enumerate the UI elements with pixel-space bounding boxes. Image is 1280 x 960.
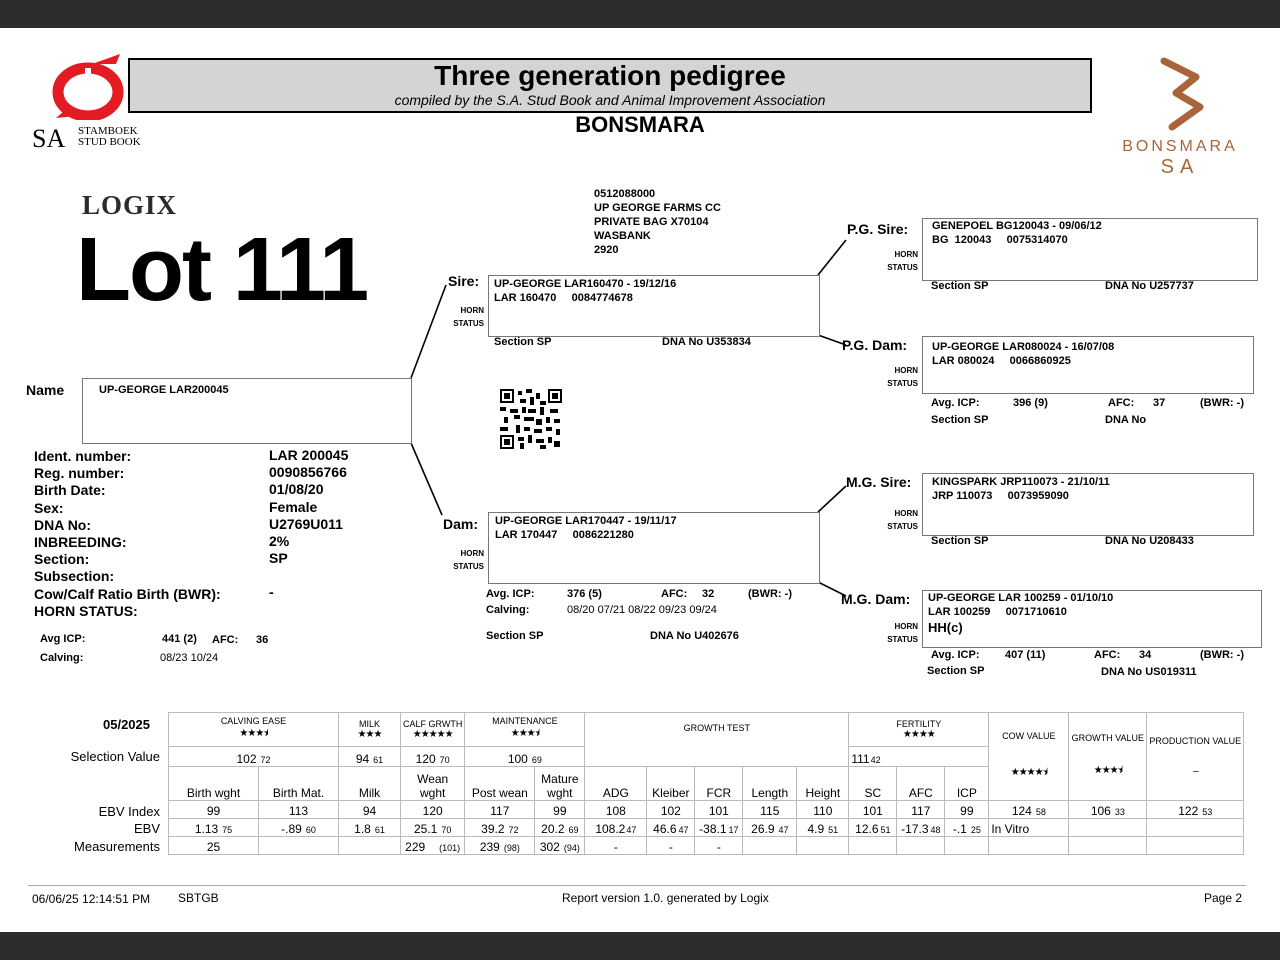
pg-dam-dna: DNA No bbox=[1105, 414, 1147, 426]
mg-sire-dna: DNA No U208433 bbox=[1105, 535, 1194, 547]
index-cell: 102 bbox=[647, 801, 695, 819]
sire-line1: UP-GEORGE LAR160470 - 19/12/16 bbox=[494, 278, 677, 290]
meas-cell bbox=[339, 837, 401, 855]
row-label-selection: Selection Value bbox=[70, 749, 160, 764]
pg-sire-dna: DNA No U257737 bbox=[1105, 280, 1194, 292]
owner-name: UP GEORGE FARMS CC bbox=[594, 202, 721, 214]
sel-calf-growth: 120 70 bbox=[401, 747, 465, 767]
animal-calving: 08/23 10/24 bbox=[160, 652, 219, 664]
dam-label: Dam: bbox=[443, 516, 479, 532]
pg-dam-avg-icp-label: Avg. ICP: bbox=[931, 397, 980, 409]
mg-dam-box bbox=[922, 590, 1262, 648]
ebv-cell: 1.13 75 bbox=[169, 819, 259, 837]
group-calving-ease: CALVING EASE ★★★⯨ bbox=[169, 713, 339, 747]
ebv-cell: 46.6 47 bbox=[647, 819, 695, 837]
mg-sire-horn-status: HORN STATUS bbox=[887, 509, 918, 531]
line-to-pg-sire bbox=[818, 240, 846, 275]
studbook-letters: SA bbox=[32, 124, 66, 153]
index-cell: 108 bbox=[585, 801, 647, 819]
line-to-sire bbox=[411, 285, 446, 378]
mg-dam-avg-icp-label: Avg. ICP: bbox=[931, 649, 980, 661]
studbook-text-2: STUD BOOK bbox=[78, 136, 141, 148]
section-value: SP bbox=[269, 550, 288, 567]
maintenance-stars: ★★★⯨ bbox=[510, 728, 539, 739]
meas-cell bbox=[743, 837, 797, 855]
ebv-cell: -38.1 17 bbox=[695, 819, 743, 837]
dam-afc-label: AFC: bbox=[661, 588, 688, 600]
col-header: SC bbox=[849, 767, 897, 801]
group-growth-value: GROWTH VALUE ★★★⯨ bbox=[1069, 713, 1147, 801]
growth-value-stars: ★★★⯨ bbox=[1093, 765, 1122, 776]
ebv-empty bbox=[1069, 819, 1147, 837]
ebv-cell: 108.247 bbox=[585, 819, 647, 837]
page-title: Three generation pedigree bbox=[434, 60, 786, 91]
meas-cell bbox=[259, 837, 339, 855]
dam-calving-label: Calving: bbox=[486, 604, 530, 616]
index-cell: 120 bbox=[401, 801, 465, 819]
pg-dam-label: P.G. Dam: bbox=[842, 337, 908, 353]
ebv-note: In Vitro bbox=[989, 819, 1069, 837]
meas-cell: 302 (94) bbox=[535, 837, 585, 855]
meas-cell: - bbox=[695, 837, 743, 855]
subsection-value bbox=[269, 567, 348, 584]
reg-label: Reg. number: bbox=[34, 465, 125, 482]
lot-number: Lot 111 bbox=[76, 220, 368, 320]
col-header: Post wean bbox=[465, 767, 535, 801]
dam-section: Section SP bbox=[486, 630, 544, 642]
production-value-index: 122 53 bbox=[1147, 801, 1244, 819]
pg-sire-section: Section SP bbox=[931, 280, 989, 292]
footer-rule bbox=[28, 885, 1246, 886]
calving-ease-stars: ★★★⯨ bbox=[239, 728, 268, 739]
pg-sire-box bbox=[922, 218, 1258, 281]
index-cell: 101 bbox=[849, 801, 897, 819]
group-production-value: PRODUCTION VALUE – bbox=[1147, 713, 1244, 801]
ebv-cell: 25.1 70 bbox=[401, 819, 465, 837]
cow-value-stars: ★★★★⯨ bbox=[1010, 767, 1047, 778]
col-header: ADG bbox=[585, 767, 647, 801]
production-value-stars: – bbox=[1192, 766, 1198, 777]
reg-value: 0090856766 bbox=[269, 464, 347, 481]
animal-calving-label: Calving: bbox=[40, 652, 84, 664]
owner-address1: PRIVATE BAG X70104 bbox=[594, 216, 709, 228]
mg-sire-line2: JRP 110073 0073959090 bbox=[932, 490, 1069, 502]
ebv-empty bbox=[1147, 819, 1244, 837]
animal-avg-icp-label: Avg ICP: bbox=[40, 633, 86, 645]
owner-postcode: 2920 bbox=[594, 244, 619, 256]
mg-sire-details bbox=[932, 475, 1110, 503]
row-label-measurements: Measurements bbox=[74, 839, 160, 854]
col-header: Wean wght bbox=[401, 767, 465, 801]
animal-field-labels bbox=[34, 448, 221, 620]
meas-cell bbox=[945, 837, 989, 855]
ebv-cell: -.1 25 bbox=[945, 819, 989, 837]
meas-cell bbox=[1147, 837, 1244, 855]
pg-sire-line1: GENEPOEL BG120043 - 09/06/12 bbox=[932, 220, 1102, 232]
mg-dam-afc-label: AFC: bbox=[1094, 649, 1121, 661]
dam-box bbox=[488, 512, 820, 584]
mg-sire-section: Section SP bbox=[931, 535, 989, 547]
ident-label: Ident. number: bbox=[34, 448, 132, 464]
animal-afc: 36 bbox=[256, 634, 269, 646]
meas-cell: 25 bbox=[169, 837, 259, 855]
sire-details bbox=[494, 277, 676, 305]
row-label-ebv: EBV bbox=[133, 821, 160, 836]
group-milk: MILK ★★★ bbox=[339, 713, 401, 747]
animal-name: UP-GEORGE LAR200045 bbox=[99, 384, 229, 396]
dna-value: U2769U011 bbox=[269, 515, 343, 532]
index-cell: 115 bbox=[743, 801, 797, 819]
pg-dam-bwr: (BWR: -) bbox=[1200, 397, 1244, 409]
sel-milk: 94 61 bbox=[339, 747, 401, 767]
sire-dna: DNA No U353834 bbox=[662, 336, 751, 348]
mg-dam-horn-status: HORN STATUS bbox=[887, 622, 918, 644]
mg-dam-section: Section SP bbox=[927, 665, 985, 677]
sire-label: Sire: bbox=[448, 273, 480, 289]
mg-sire-label: M.G. Sire: bbox=[846, 474, 912, 490]
sire-line2: LAR 160470 0084774678 bbox=[494, 292, 633, 304]
sire-horn-status: HORN STATUS bbox=[453, 306, 484, 328]
animal-name-box bbox=[82, 378, 412, 444]
logix-logo: LOGIX bbox=[82, 190, 178, 220]
index-cell: 99 bbox=[535, 801, 585, 819]
pg-sire-details bbox=[932, 219, 1102, 247]
meas-cell bbox=[849, 837, 897, 855]
mg-sire-box bbox=[922, 473, 1254, 536]
ebv-cell: 1.8 61 bbox=[339, 819, 401, 837]
pg-dam-avg-icp: 396 (9) bbox=[1013, 397, 1048, 409]
cow-value-index: 124 58 bbox=[989, 801, 1069, 819]
bwr-value: - bbox=[269, 584, 274, 601]
owner-address2: WASBANK bbox=[594, 230, 651, 242]
sex-value: Female bbox=[269, 498, 318, 515]
sel-maintenance: 100 69 bbox=[465, 747, 585, 767]
col-header: Birth wght bbox=[169, 767, 259, 801]
mg-dam-line1: UP-GEORGE LAR 100259 - 01/10/10 bbox=[928, 592, 1114, 604]
qr-code-icon bbox=[500, 389, 562, 449]
meas-cell bbox=[897, 837, 945, 855]
bwr-label: Cow/Calf Ratio Birth (BWR): bbox=[34, 585, 221, 602]
owner-code: 0512088000 bbox=[594, 188, 656, 200]
growth-value-index: 106 33 bbox=[1069, 801, 1147, 819]
dam-afc: 32 bbox=[702, 588, 715, 600]
group-cow-value: COW VALUE ★★★★⯨ bbox=[989, 713, 1069, 801]
pg-dam-details bbox=[932, 340, 1114, 368]
dam-line1: UP-GEORGE LAR170447 - 19/11/17 bbox=[495, 515, 677, 527]
group-fertility: FERTILITY ★★★★ bbox=[849, 713, 989, 747]
dam-avg-icp-label: Avg. ICP: bbox=[486, 588, 535, 600]
index-cell: 99 bbox=[945, 801, 989, 819]
meas-cell: - bbox=[585, 837, 647, 855]
animal-field-values bbox=[269, 447, 348, 602]
pg-dam-horn-status: HORN STATUS bbox=[887, 366, 918, 388]
bonsmara-logo-sub: SA bbox=[1160, 156, 1200, 178]
mg-dam-dna: DNA No US019311 bbox=[1101, 666, 1197, 678]
pg-dam-afc-label: AFC: bbox=[1108, 397, 1135, 409]
index-cell: 117 bbox=[465, 801, 535, 819]
pg-dam-section: Section SP bbox=[931, 414, 989, 426]
index-cell: 94 bbox=[339, 801, 401, 819]
animal-avg-icp: 441 (2) bbox=[162, 633, 197, 645]
col-header: FCR bbox=[695, 767, 743, 801]
dam-bwr: (BWR: -) bbox=[748, 588, 792, 600]
meas-cell: - bbox=[647, 837, 695, 855]
inbreeding-label: INBREEDING: bbox=[34, 534, 127, 551]
pg-dam-box bbox=[922, 336, 1254, 394]
line-to-dam bbox=[411, 443, 442, 515]
mg-dam-details bbox=[928, 591, 1113, 635]
sex-label: Sex: bbox=[34, 499, 64, 516]
mg-dam-horn: HH(c) bbox=[928, 620, 963, 635]
ebv-table bbox=[168, 712, 1244, 855]
mg-dam-afc: 34 bbox=[1139, 649, 1152, 661]
birth-date-value: 01/08/20 bbox=[269, 481, 324, 498]
ebv-row bbox=[169, 819, 1244, 837]
pg-sire-label: P.G. Sire: bbox=[847, 221, 909, 237]
birth-date-label: Birth Date: bbox=[34, 482, 106, 499]
ebv-cell: 4.9 51 bbox=[797, 819, 849, 837]
index-cell: 101 bbox=[695, 801, 743, 819]
group-calf-growth: CALF GRWTH ★★★★★ bbox=[401, 713, 465, 747]
ebv-cell: -17.3 48 bbox=[897, 819, 945, 837]
ebv-cell: 20.2 69 bbox=[535, 819, 585, 837]
dam-line2: LAR 170447 0086221280 bbox=[495, 529, 634, 541]
ebv-cell: -.89 60 bbox=[259, 819, 339, 837]
pg-sire-horn-status: HORN STATUS bbox=[887, 250, 918, 272]
col-header: Mature wght bbox=[535, 767, 585, 801]
fertility-stars: ★★★★ bbox=[902, 729, 935, 740]
mg-dam-label: M.G. Dam: bbox=[841, 591, 911, 607]
group-maintenance: MAINTENANCE ★★★⯨ bbox=[465, 713, 585, 747]
ebv-cell: 26.9 47 bbox=[743, 819, 797, 837]
col-header: Milk bbox=[339, 767, 401, 801]
index-cell: 110 bbox=[797, 801, 849, 819]
col-header: Height bbox=[797, 767, 849, 801]
studbook-text-1: STAMBOEK bbox=[78, 125, 138, 137]
index-cell: 113 bbox=[259, 801, 339, 819]
breed-title: BONSMARA bbox=[575, 112, 705, 137]
ebv-cell: 39.2 72 bbox=[465, 819, 535, 837]
name-label: Name bbox=[26, 382, 65, 398]
sel-calving-ease: 102 72 bbox=[169, 747, 339, 767]
col-header: AFC bbox=[897, 767, 945, 801]
pg-dam-line1: UP-GEORGE LAR080024 - 16/07/08 bbox=[932, 341, 1115, 353]
footer-page: Page 2 bbox=[1204, 891, 1243, 905]
col-header: Kleiber bbox=[647, 767, 695, 801]
sel-fertility: 11142 bbox=[849, 747, 989, 767]
pg-dam-line2: LAR 080024 0066860925 bbox=[932, 355, 1071, 367]
mg-sire-line1: KINGSPARK JRP110073 - 21/10/11 bbox=[932, 476, 1110, 488]
group-header-row bbox=[169, 713, 1244, 747]
col-header: ICP bbox=[945, 767, 989, 801]
inbreeding-value: 2% bbox=[269, 533, 290, 550]
group-growth-test: GROWTH TEST bbox=[585, 713, 849, 767]
milk-stars: ★★★ bbox=[357, 729, 382, 740]
index-cell: 99 bbox=[169, 801, 259, 819]
dam-dna: DNA No U402676 bbox=[650, 630, 739, 642]
line-to-mg-sire bbox=[818, 486, 846, 512]
pg-sire-line2: BG 120043 0075314070 bbox=[932, 234, 1068, 246]
dam-horn-status: HORN STATUS bbox=[453, 549, 484, 571]
meas-cell bbox=[989, 837, 1069, 855]
footer-report: Report version 1.0. generated by Logix bbox=[562, 891, 769, 905]
pg-dam-afc: 37 bbox=[1153, 397, 1166, 409]
meas-cell bbox=[1069, 837, 1147, 855]
sire-section: Section SP bbox=[494, 336, 552, 348]
animal-afc-label: AFC: bbox=[212, 634, 239, 646]
dam-calving: 08/20 07/21 08/22 09/23 09/24 bbox=[567, 604, 717, 616]
meas-cell: 229 (101) bbox=[401, 837, 465, 855]
sire-box bbox=[488, 275, 820, 337]
mg-dam-bwr: (BWR: -) bbox=[1200, 649, 1244, 661]
horn-status-label: HORN STATUS: bbox=[34, 602, 138, 619]
section-label: Section: bbox=[34, 551, 90, 568]
meas-cell bbox=[797, 837, 849, 855]
mg-dam-avg-icp: 407 (11) bbox=[1005, 649, 1046, 661]
ebv-index-row bbox=[169, 801, 1244, 819]
row-label-ebv-index: EBV Index bbox=[98, 804, 160, 819]
subsection-label: Subsection: bbox=[34, 568, 115, 585]
measurements-row bbox=[169, 837, 1244, 855]
ebv-cell: 12.6 51 bbox=[849, 819, 897, 837]
col-header: Length bbox=[743, 767, 797, 801]
calf-growth-stars: ★★★★★ bbox=[412, 729, 453, 740]
col-header: Birth Mat. bbox=[259, 767, 339, 801]
footer-user: SBTGB bbox=[178, 891, 219, 905]
ebv-date: 05/2025 bbox=[103, 717, 150, 732]
dam-details bbox=[495, 514, 677, 542]
mg-dam-line2: LAR 100259 0071710610 bbox=[928, 606, 1067, 618]
page-subtitle: compiled by the S.A. Stud Book and Animal Improvement Association bbox=[394, 92, 826, 108]
dna-label: DNA No: bbox=[34, 516, 92, 533]
index-cell: 117 bbox=[897, 801, 945, 819]
ident-value: LAR 200045 bbox=[269, 447, 349, 463]
dam-avg-icp: 376 (5) bbox=[567, 588, 602, 600]
footer-timestamp: 06/06/25 12:14:51 PM bbox=[32, 892, 151, 906]
bonsmara-logo-text: BONSMARA bbox=[1122, 138, 1238, 155]
meas-cell: 239 (98) bbox=[465, 837, 535, 855]
